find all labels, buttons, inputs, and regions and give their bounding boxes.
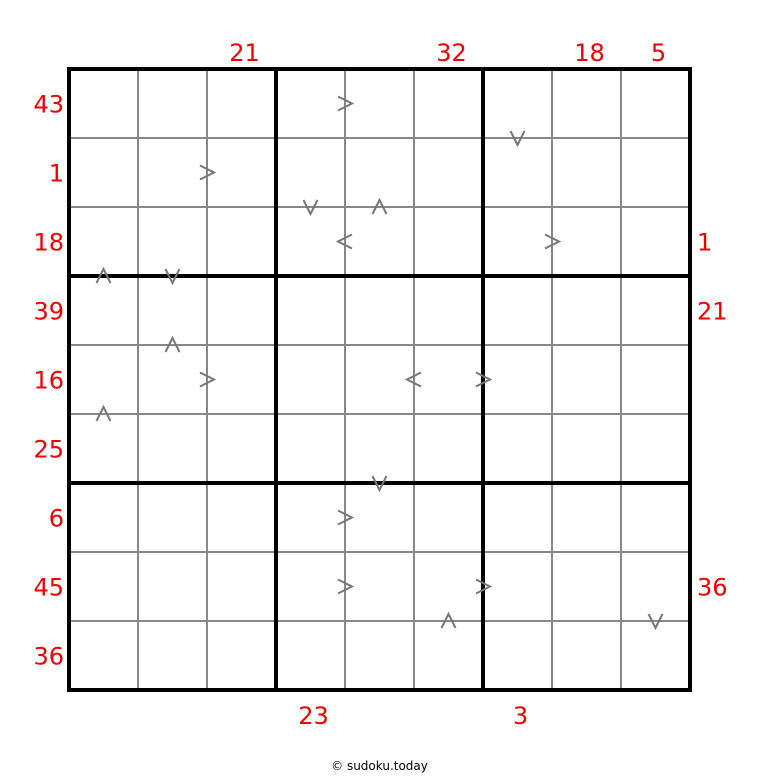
cell-r9-c5[interactable] (345, 621, 414, 690)
cell-r6-c7[interactable] (483, 414, 552, 483)
cell-r7-c9[interactable] (621, 483, 690, 552)
cell-r6-c3[interactable] (207, 414, 276, 483)
top-clue-c3: 21 (229, 39, 260, 67)
bottom-clue-c7: 3 (512, 702, 529, 730)
cell-r7-c4[interactable] (276, 483, 345, 552)
cell-r8-c5[interactable] (345, 552, 414, 621)
cell-r8-c3[interactable] (207, 552, 276, 621)
cell-r8-c1[interactable] (69, 552, 138, 621)
cell-r1-c4[interactable] (276, 69, 345, 138)
cell-r9-c3[interactable] (207, 621, 276, 690)
cell-r5-c9[interactable] (621, 345, 690, 414)
cell-r6-c4[interactable] (276, 414, 345, 483)
cell-r2-c3[interactable] (207, 138, 276, 207)
cell-r2-c2[interactable] (138, 138, 207, 207)
cell-r5-c6[interactable] (414, 345, 483, 414)
cell-r5-c4[interactable] (276, 345, 345, 414)
cell-r3-c2[interactable] (138, 207, 207, 276)
cell-r5-c2[interactable] (138, 345, 207, 414)
left-clue-r1: 43 (33, 90, 64, 119)
cell-r8-c4[interactable] (276, 552, 345, 621)
cell-r4-c3[interactable] (207, 276, 276, 345)
cell-r3-c4[interactable] (276, 207, 345, 276)
cell-r3-c7[interactable] (483, 207, 552, 276)
left-clue-r8: 45 (33, 573, 64, 602)
cell-r2-c5[interactable] (345, 138, 414, 207)
cell-r1-c9[interactable] (621, 69, 690, 138)
cell-r7-c8[interactable] (552, 483, 621, 552)
site-credit: © sudoku.today (331, 759, 428, 773)
cell-r2-c8[interactable] (552, 138, 621, 207)
cell-r5-c1[interactable] (69, 345, 138, 414)
cell-r6-c6[interactable] (414, 414, 483, 483)
left-clue-r7: 6 (48, 504, 64, 533)
cell-r4-c5[interactable] (345, 276, 414, 345)
cell-r6-c8[interactable] (552, 414, 621, 483)
cell-r1-c5[interactable] (345, 69, 414, 138)
cell-r1-c7[interactable] (483, 69, 552, 138)
cell-r8-c9[interactable] (621, 552, 690, 621)
cell-r9-c9[interactable] (621, 621, 690, 690)
cell-r5-c5[interactable] (345, 345, 414, 414)
cell-r8-c6[interactable] (414, 552, 483, 621)
cell-r4-c4[interactable] (276, 276, 345, 345)
cell-r7-c1[interactable] (69, 483, 138, 552)
right-clue-r4: 21 (697, 297, 728, 326)
cell-r1-c3[interactable] (207, 69, 276, 138)
cell-r4-c6[interactable] (414, 276, 483, 345)
cell-r3-c6[interactable] (414, 207, 483, 276)
cell-r9-c7[interactable] (483, 621, 552, 690)
cell-r8-c7[interactable] (483, 552, 552, 621)
top-clue-c8: 18 (574, 39, 605, 67)
cell-r4-c8[interactable] (552, 276, 621, 345)
cell-r4-c1[interactable] (69, 276, 138, 345)
cell-r9-c8[interactable] (552, 621, 621, 690)
cell-r7-c5[interactable] (345, 483, 414, 552)
cell-r3-c9[interactable] (621, 207, 690, 276)
cell-r9-c4[interactable] (276, 621, 345, 690)
cell-r5-c3[interactable] (207, 345, 276, 414)
cell-r1-c8[interactable] (552, 69, 621, 138)
cell-r4-c2[interactable] (138, 276, 207, 345)
cell-r1-c2[interactable] (138, 69, 207, 138)
left-clue-r9: 36 (33, 642, 64, 671)
cell-r3-c8[interactable] (552, 207, 621, 276)
cell-r7-c2[interactable] (138, 483, 207, 552)
cell-r8-c2[interactable] (138, 552, 207, 621)
cell-r5-c7[interactable] (483, 345, 552, 414)
cell-r1-c1[interactable] (69, 69, 138, 138)
left-clue-r5: 16 (33, 366, 64, 395)
cell-r3-c3[interactable] (207, 207, 276, 276)
cell-r9-c2[interactable] (138, 621, 207, 690)
cell-r7-c7[interactable] (483, 483, 552, 552)
cell-r6-c5[interactable] (345, 414, 414, 483)
cell-r2-c4[interactable] (276, 138, 345, 207)
cell-r3-c1[interactable] (69, 207, 138, 276)
left-clue-r6: 25 (33, 435, 64, 464)
left-clue-r3: 18 (33, 228, 64, 257)
cell-r4-c7[interactable] (483, 276, 552, 345)
cell-r2-c7[interactable] (483, 138, 552, 207)
bottom-clue-c4: 23 (298, 702, 329, 730)
top-clue-c6: 32 (436, 39, 467, 67)
cell-r6-c1[interactable] (69, 414, 138, 483)
top-clue-c9: 5 (650, 39, 667, 67)
cell-r3-c5[interactable] (345, 207, 414, 276)
cell-r5-c8[interactable] (552, 345, 621, 414)
cells-layer (69, 69, 690, 690)
cell-r2-c1[interactable] (69, 138, 138, 207)
cell-r9-c1[interactable] (69, 621, 138, 690)
cell-r9-c6[interactable] (414, 621, 483, 690)
cell-r6-c2[interactable] (138, 414, 207, 483)
cell-r2-c6[interactable] (414, 138, 483, 207)
right-clue-r3: 1 (697, 228, 713, 257)
cell-r1-c6[interactable] (414, 69, 483, 138)
cell-r8-c8[interactable] (552, 552, 621, 621)
cell-r7-c6[interactable] (414, 483, 483, 552)
cell-r4-c9[interactable] (621, 276, 690, 345)
right-clue-r8: 36 (697, 573, 728, 602)
cell-r7-c3[interactable] (207, 483, 276, 552)
left-clue-r2: 1 (48, 159, 64, 188)
cell-r6-c9[interactable] (621, 414, 690, 483)
left-clue-r4: 39 (33, 297, 64, 326)
cell-r2-c9[interactable] (621, 138, 690, 207)
